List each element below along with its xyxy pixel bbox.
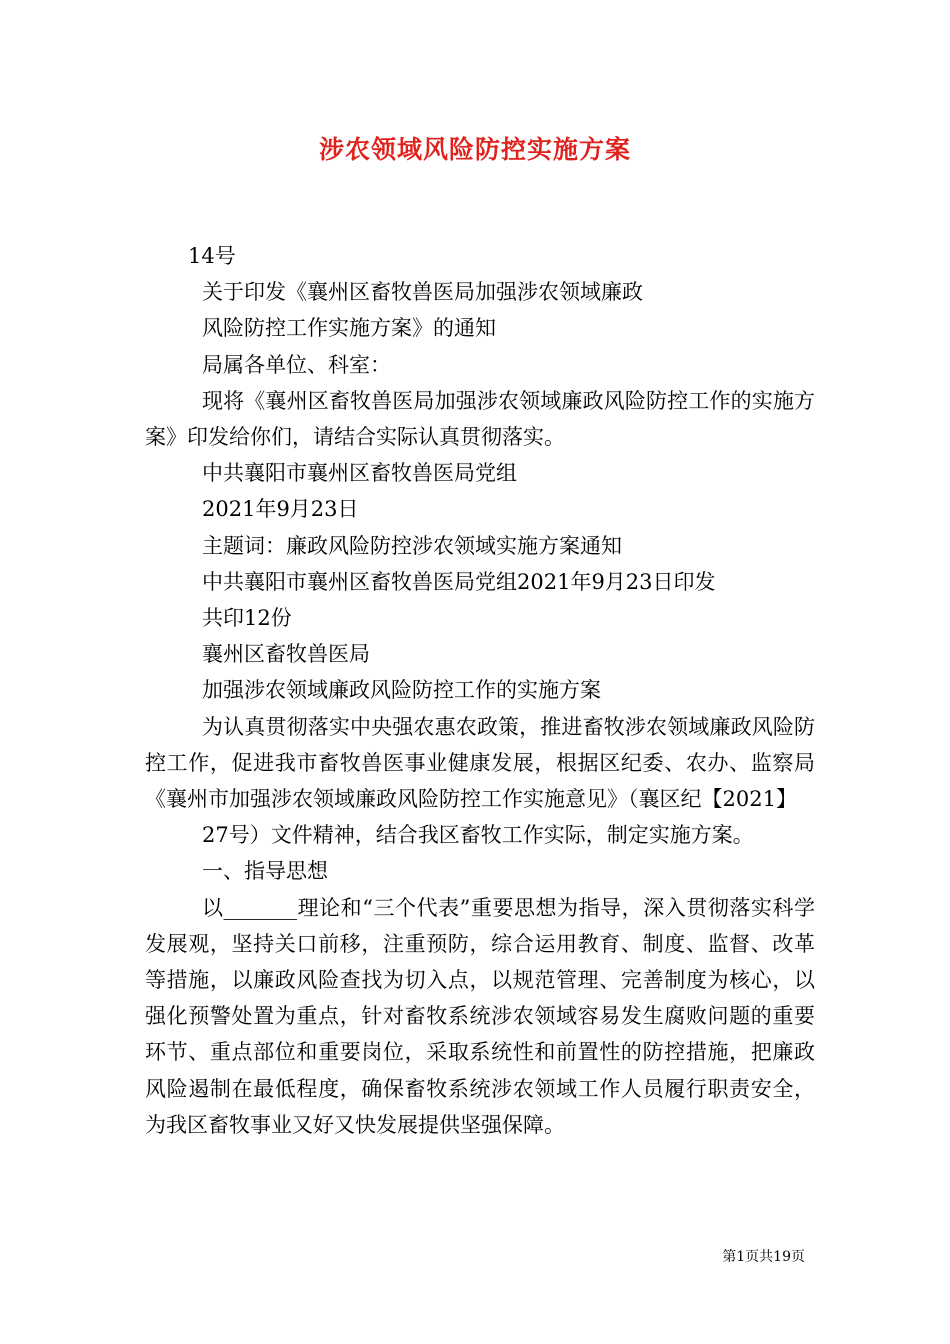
recipients-line: 局属各单位、科室： (202, 352, 391, 377)
section-heading-guiding-ideology: 一、指导思想 (202, 859, 328, 884)
subject-keywords-line: 主题词：廉政风险防控涉农领域实施方案通知 (202, 533, 622, 558)
notice-title-line-2: 风险防控工作实施方案》的通知 (202, 316, 496, 341)
document-body (145, 238, 815, 1143)
issue-date-line: 2021年9月23日 (202, 497, 359, 522)
intro-paragraph-continued: 27号）文件精神，结合我区畜牧工作实际，制定实施方案。 (202, 823, 754, 848)
doc-number-line: 14号 (188, 244, 236, 268)
notice-title-line-1: 关于印发《襄州区畜牧兽医局加强涉农领域廉政 (202, 280, 643, 305)
copies-line: 共印12份 (202, 606, 292, 631)
intro-paragraph: 为认真贯彻落实中央强农惠农政策，推进畜牧涉农领域廉政风险防控工作，促进我市畜牧兽医事业健康发展，根据区纪委、农办、监察局《襄州市加强涉农领域廉政风险防控工作实施意见》（襄区纪【2021】 (145, 714, 815, 812)
page-number-footer: 第1页共19页 (722, 1249, 805, 1265)
bureau-name-line: 襄州区畜牧兽医局 (202, 642, 370, 667)
printed-by-line: 中共襄阳市襄州区畜牧兽医局党组2021年9月23日印发 (202, 569, 716, 594)
document-title: 涉农领域风险防控实施方案 (318, 135, 631, 164)
issuer-line: 中共襄阳市襄州区畜牧兽医局党组 (202, 461, 517, 486)
notice-body-paragraph: 现将《襄州区畜牧兽医局加强涉农领域廉政风险防控工作的实施方案》印发给你们，请结合实际认真贯彻落实。 (145, 388, 815, 450)
guiding-ideology-paragraph: 以_______理论和“三个代表”重要思想为指导，深入贯彻落实科学发展观，坚持关口前移，注重预防，综合运用教育、制度、监督、改革等措施，以廉政风险查找为切入点，以规范管理、完善制度为核心，以强化预警处置为重点，针对畜牧系统涉农领域容易发生腐败问题的重要环节、重点部位和重要岗位，采取系统性和前置性的防控措施，把廉政风险遏制在最低程度，确保畜牧系统涉农领域工作人员履行职责安全，为我区畜牧事业又好又快发展提供坚强保障。 (145, 895, 815, 1137)
plan-title-line: 加强涉农领域廉政风险防控工作的实施方案 (202, 678, 601, 703)
